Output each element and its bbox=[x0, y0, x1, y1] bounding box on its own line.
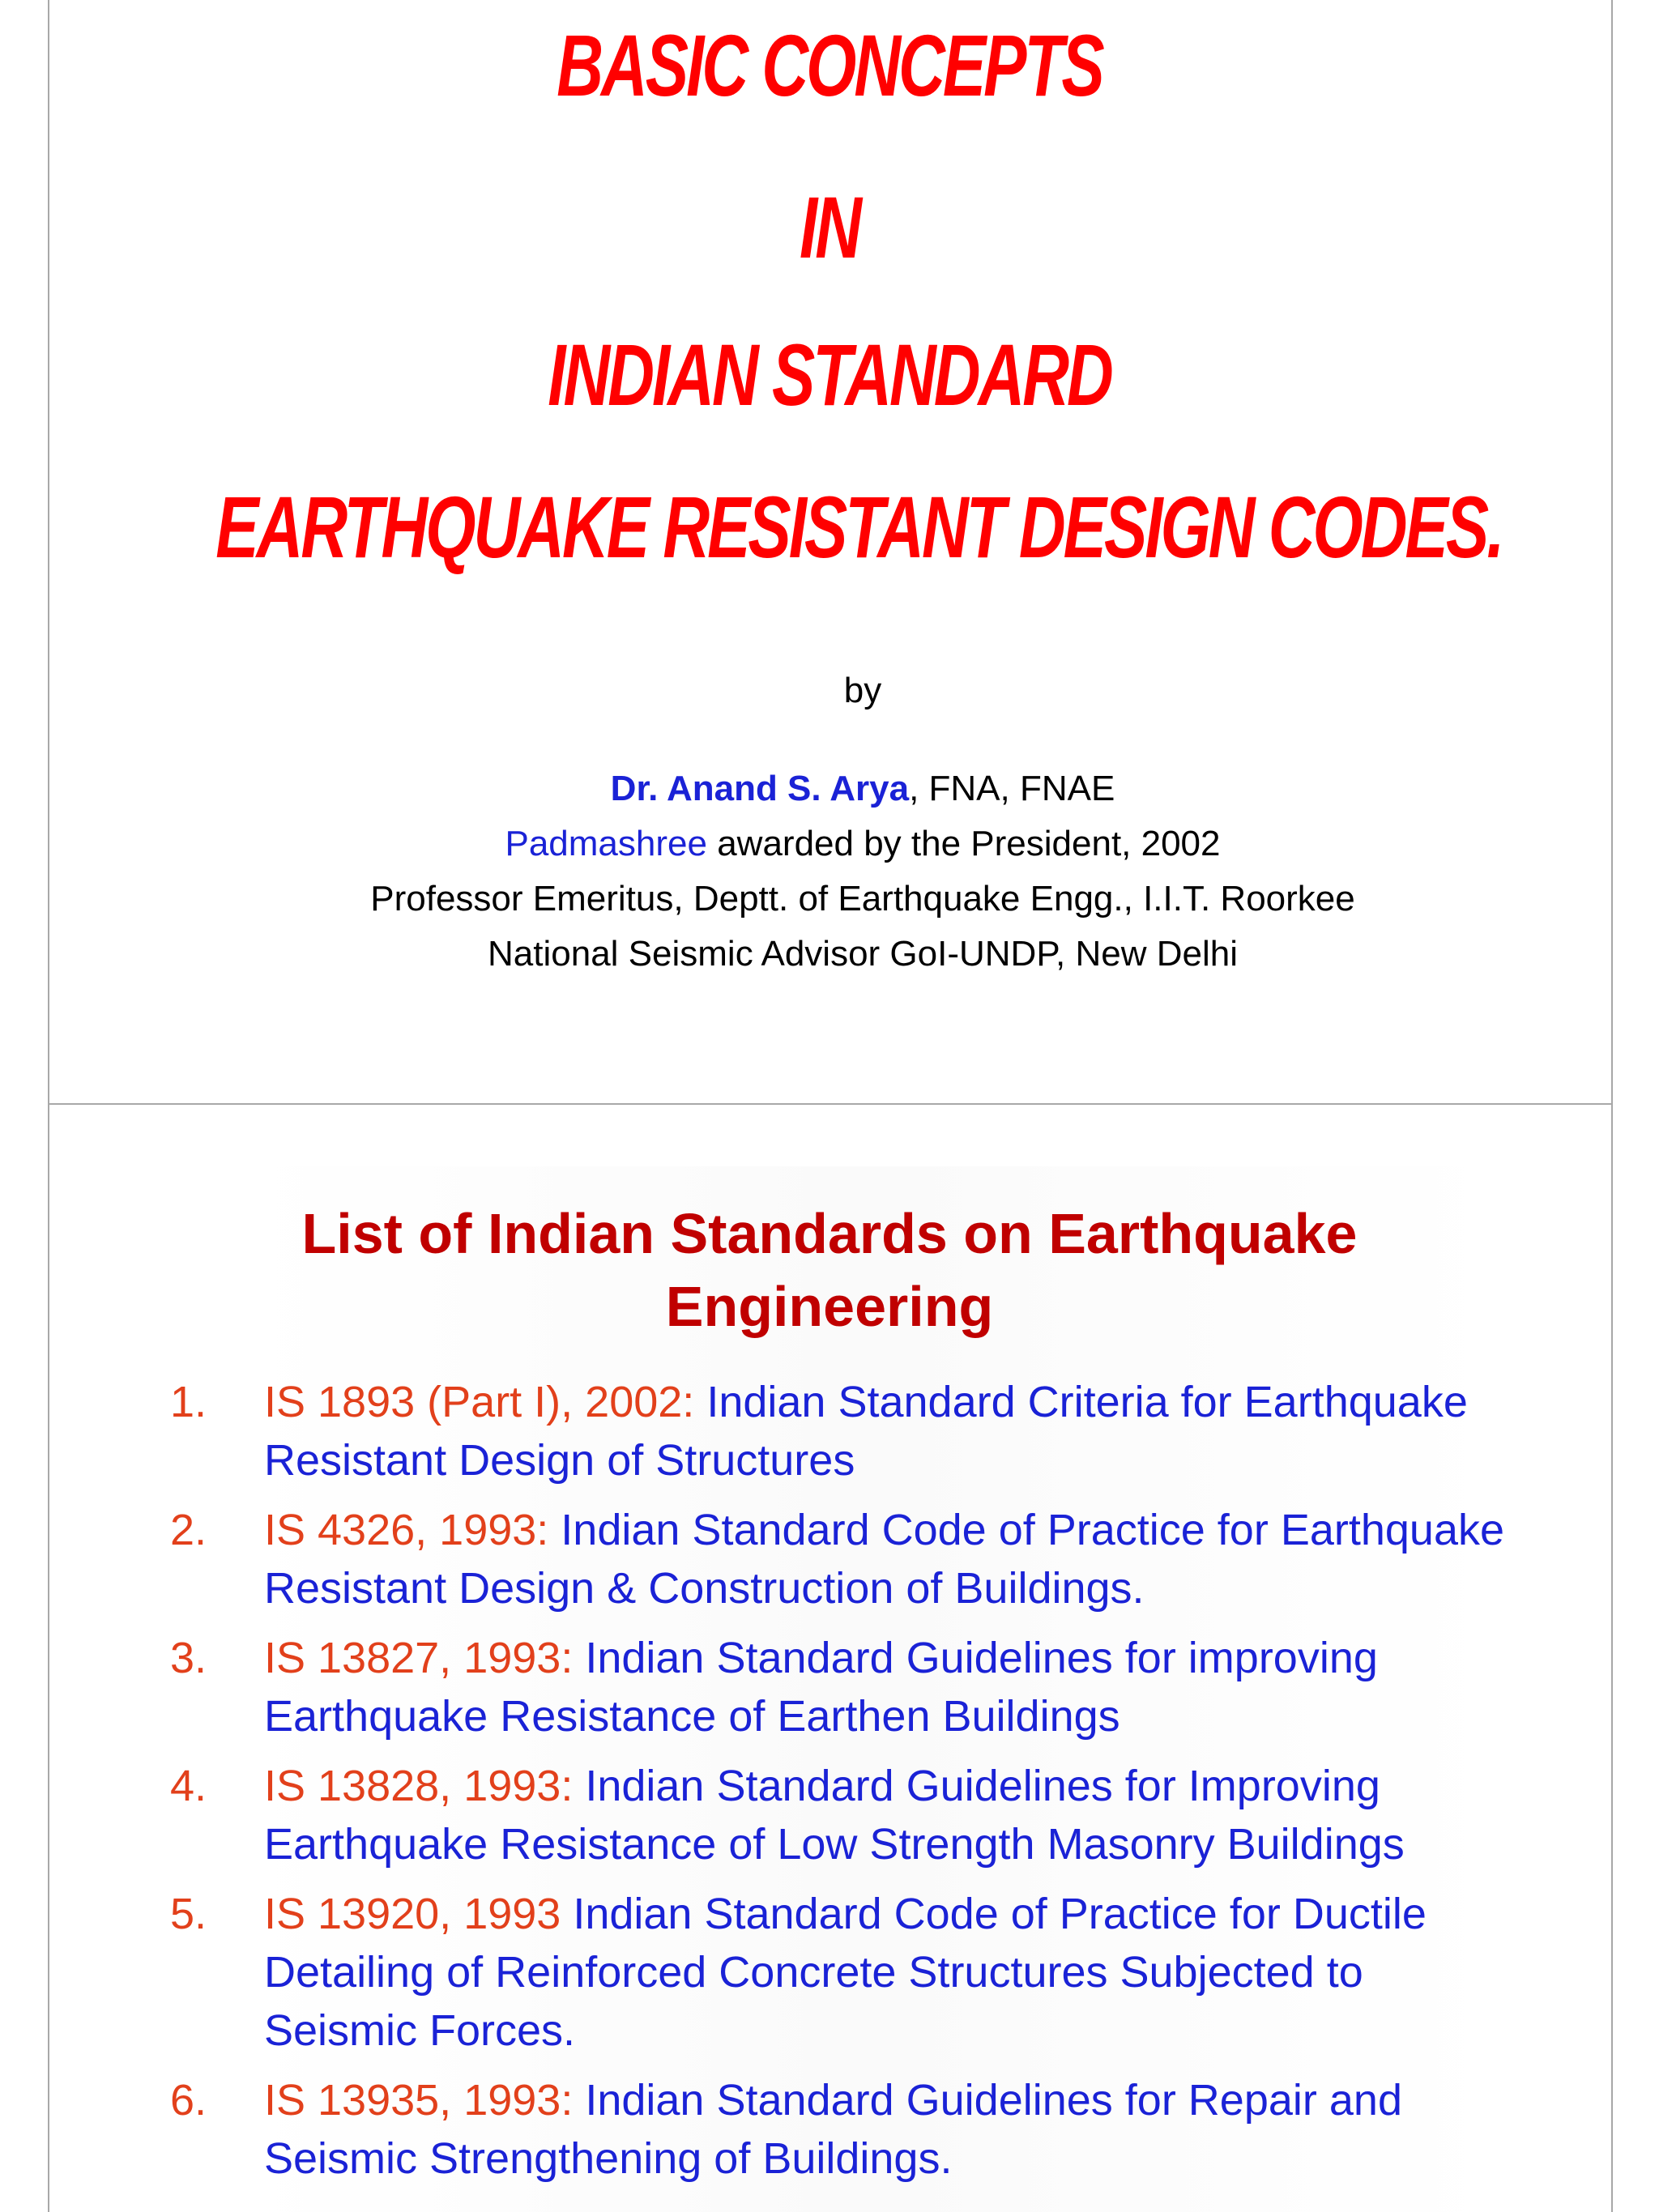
list-item-desc: Indian Standard Guidelines for improving Earthquake Resistance of Earthen Buildings bbox=[264, 1634, 1378, 1741]
list-item-desc: Indian Standard Code of Practice for Earthquake Resistant Design & Construction of Buildings. bbox=[264, 1506, 1505, 1613]
award-highlight: Padmashree bbox=[505, 824, 707, 863]
list-item-text bbox=[264, 1373, 1528, 1490]
list-item-desc: Indian Standard Guidelines for Improving Earthquake Resistance of Low Strength Masonry Buildings bbox=[264, 1762, 1405, 1869]
author-line bbox=[0, 761, 1659, 816]
list-item-text bbox=[264, 1885, 1528, 2060]
list-item-code: IS 1893 (Part I), 2002: bbox=[264, 1378, 695, 1426]
list-item-code: IS 13935, 1993: bbox=[264, 2076, 574, 2125]
author-suffix: , FNA, FNAE bbox=[909, 769, 1115, 808]
title-line-3: INDIAN STANDARD bbox=[548, 326, 1111, 424]
slide-divider bbox=[48, 1103, 1613, 1105]
list-item-code: IS 4326, 1993: bbox=[264, 1506, 549, 1554]
slide-2-title-line-2: Engineering bbox=[665, 1275, 994, 1338]
list-item-code: IS 13920, 1993 bbox=[264, 1890, 561, 1938]
list-item-number: 3. bbox=[170, 1634, 207, 1682]
list-item-text bbox=[264, 2071, 1528, 2188]
list-item-code: IS 13827, 1993: bbox=[264, 1634, 574, 1682]
author-block bbox=[0, 761, 1659, 982]
award-line bbox=[0, 816, 1659, 872]
title-line-4: EARTHQUAKE RESISTANT DESIGN CODES. bbox=[215, 478, 1503, 576]
list-item-desc: Indian Standard Criteria for Earthquake Resistant Design of Structures bbox=[264, 1378, 1468, 1485]
award-rest: awarded by the President, 2002 bbox=[706, 824, 1221, 863]
list-item-number: 2. bbox=[170, 1506, 207, 1554]
advisor-line: National Seismic Advisor GoI-UNDP, New Delhi bbox=[488, 934, 1238, 974]
list-item-number: 4. bbox=[170, 1762, 207, 1810]
slide-2-title bbox=[0, 1197, 1659, 1343]
list-item-desc: Indian Standard Code of Practice for Ductile Detailing of Reinforced Concrete Structures Subjected to Seismic Forces. bbox=[264, 1890, 1427, 2055]
list-item-number: 1. bbox=[170, 1378, 207, 1426]
by-label: by bbox=[843, 671, 882, 710]
position-line: Professor Emeritus, Deptt. of Earthquake Engg., I.I.T. Roorkee bbox=[370, 879, 1355, 918]
title-line-2: IN bbox=[800, 178, 859, 276]
list-item-text bbox=[264, 1757, 1528, 1873]
author-name: Dr. Anand S. Arya bbox=[610, 769, 910, 808]
list-item-number: 6. bbox=[170, 2076, 207, 2125]
slide-2-title-line-1: List of Indian Standards on Earthquake bbox=[301, 1202, 1358, 1265]
title-line-1: BASIC CONCEPTS bbox=[557, 16, 1102, 114]
list-item-text bbox=[264, 1501, 1528, 1617]
list-item-number: 5. bbox=[170, 1890, 207, 1938]
list-item-code: IS 13828, 1993: bbox=[264, 1762, 574, 1810]
list-item-desc: Indian Standard Guidelines for Repair and Seismic Strengthening of Buildings. bbox=[264, 2076, 1402, 2183]
list-item-text bbox=[264, 1629, 1528, 1745]
